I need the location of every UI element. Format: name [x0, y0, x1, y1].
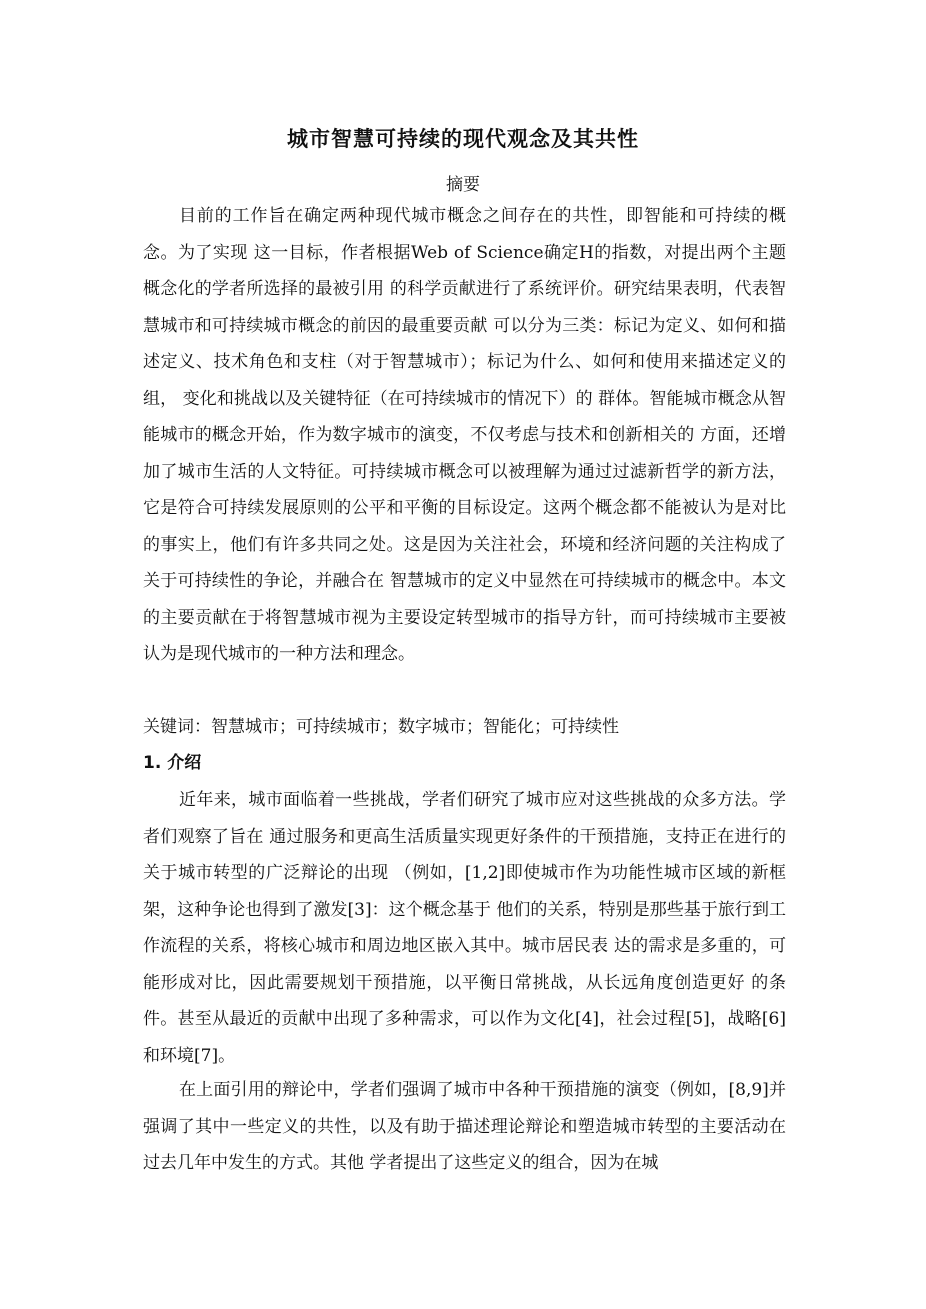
- section-heading-introduction: 1. 介绍: [143, 753, 202, 773]
- intro-paragraph: 近年来，城市面临着一些挑战，学者们研究了城市应对这些挑战的众多方法。学者们观察了旨在 通过服务和更高生活质量实现更好条件的干预措施，支持正在进行的关于城市转型的广泛辩论的出现 （例如，[1,2]即使城市作为功能性城市区域的新框架，这种争论也得到了激发[3]：这个概念基于 他们的关系，特别是那些基于旅行到工作流程的关系，将核心城市和周边地区嵌入其中。城市居民表 达的需求是多重的，可能形成对比，因此需要规划干预措施，以平衡日常挑战，从长远角度创造更好 的条件。甚至从最近的贡献中出现了多种需求，可以作为文化[4]，社会过程[5]，战略[6]和环境[7]。: [143, 790, 786, 1066]
- abstract-heading: 摘要: [446, 175, 480, 195]
- abstract-paragraph: 目前的工作旨在确定两种现代城市概念之间存在的共性，即智能和可持续的概念。为了实现 这一目标，作者根据Web of Science确定H的指数，对提出两个主题概念化的学者所选择的最被引用 的科学贡献进行了系统评价。研究结果表明，代表智慧城市和可持续城市概念的前因的最重要贡献 可以分为三类：标记为定义、如何和描述定义、技术角色和支柱（对于智慧城市）；标记为什么、如何和使用来描述定义的组， 变化和挑战以及关键特征（在可持续城市的情况下）的 群体。智能城市概念从智能城市的概念开始，作为数字城市的演变，不仅考虑与技术和创新相关的 方面，还增加了城市生活的人文特征。可持续城市概念可以被理解为通过过滤新哲学的新方法，它是符合可持续发展原则的公平和平衡的目标设定。这两个概念都不能被认为是对比的事实上，他们有许多共同之处。这是因为关注社会，环境和经济问题的关注构成了关于可持续性的争论，并融合在 智慧城市的定义中显然在可持续城市的概念中。本文的主要贡献在于将智慧城市视为主要设定转型城市的指导方针，而可持续城市主要被认为是现代城市的一种方法和理念。: [143, 206, 786, 664]
- intro-paragraph: 在上面引用的辩论中，学者们强调了城市中各种干预措施的演变（例如，[8,9]并强调了其中一些定义的共性，以及有助于描述理论辩论和塑造城市转型的主要活动在过去几年中发生的方式。其他 学者提出了这些定义的组合，因为在城: [143, 1080, 786, 1173]
- keywords-line: 关键词：智慧城市；可持续城市；数字城市；智能化；可持续性: [143, 717, 619, 737]
- paper-title: 城市智慧可持续的现代观念及其共性: [287, 127, 639, 151]
